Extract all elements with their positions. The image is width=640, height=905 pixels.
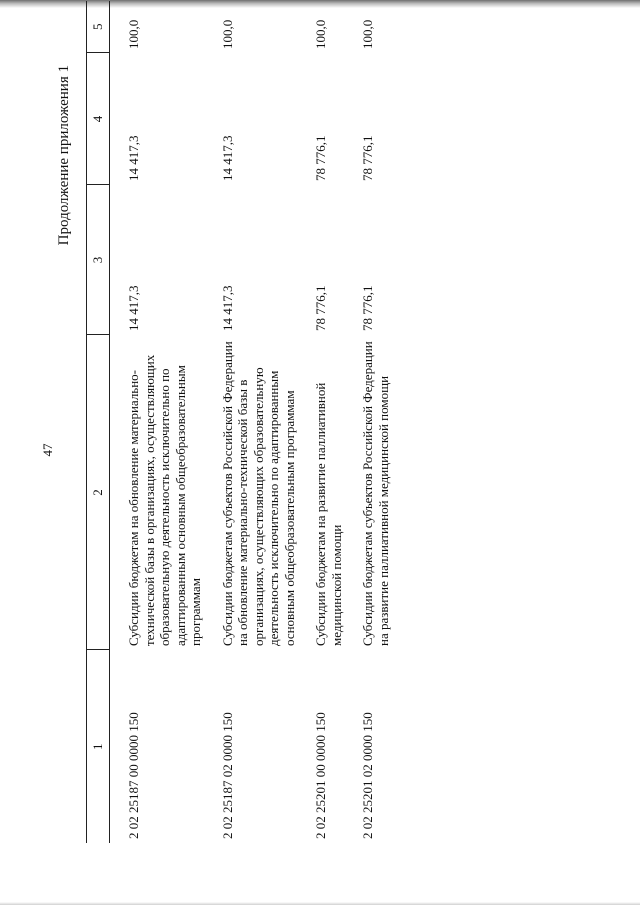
subsidy-name: Субсидии бюджетам субъектов Российской Федерации на обновление материально-технической базы в организациях, осуществляющих образовательную деятельность исключительно по адаптированным основным общеобразовательным программам [219,341,297,646]
table-row [297,1,344,843]
table-row [204,1,298,843]
subsidy-name: Субсидии бюджетам субъектов Российской Федерации на развитие паллиативной медицинской помощи [360,341,391,646]
percent-col5: 100,0 [360,19,375,49]
amount-col3: 14 417,3 [126,285,141,331]
budget-code: 2 02 25187 02 0000 150 [219,712,235,839]
amount-col4: 78 776,1 [313,135,328,181]
budget-code: 2 02 25187 00 0000 150 [126,712,141,839]
page-number: 47 [40,443,55,457]
table-row [110,1,204,843]
table-header-row [87,1,110,843]
amount-col4: 14 417,3 [219,135,235,181]
amount-col3: 78 776,1 [313,285,328,331]
budget-code: 2 02 25201 02 0000 150 [360,712,375,839]
amount-col3: 78 776,1 [360,285,375,331]
column-header-1: 1 [87,650,110,843]
column-header-5: 5 [87,1,110,53]
table-row [344,1,391,843]
percent-col5: 100,0 [219,19,235,49]
column-header-2: 2 [87,335,110,650]
column-header-4: 4 [87,53,110,185]
appendix-continuation-label: Продолжение приложения 1 [56,65,72,246]
budget-table [86,1,391,843]
amount-col3: 14 417,3 [219,285,235,331]
subsidy-name: Субсидии бюджетам на развитие паллиативной медицинской помощи [313,382,344,646]
budget-code: 2 02 25201 00 0000 150 [313,712,328,839]
amount-col4: 78 776,1 [360,135,375,181]
subsidy-name: Субсидии бюджетам на обновление материально-технической базы в организациях, осуществляющих образовательную деятельность исключительно по адаптированным основным общеобразовательным программам [126,354,203,646]
percent-col5: 100,0 [126,19,141,49]
percent-col5: 100,0 [313,19,328,49]
column-header-3: 3 [87,185,110,335]
amount-col4: 14 417,3 [126,135,141,181]
